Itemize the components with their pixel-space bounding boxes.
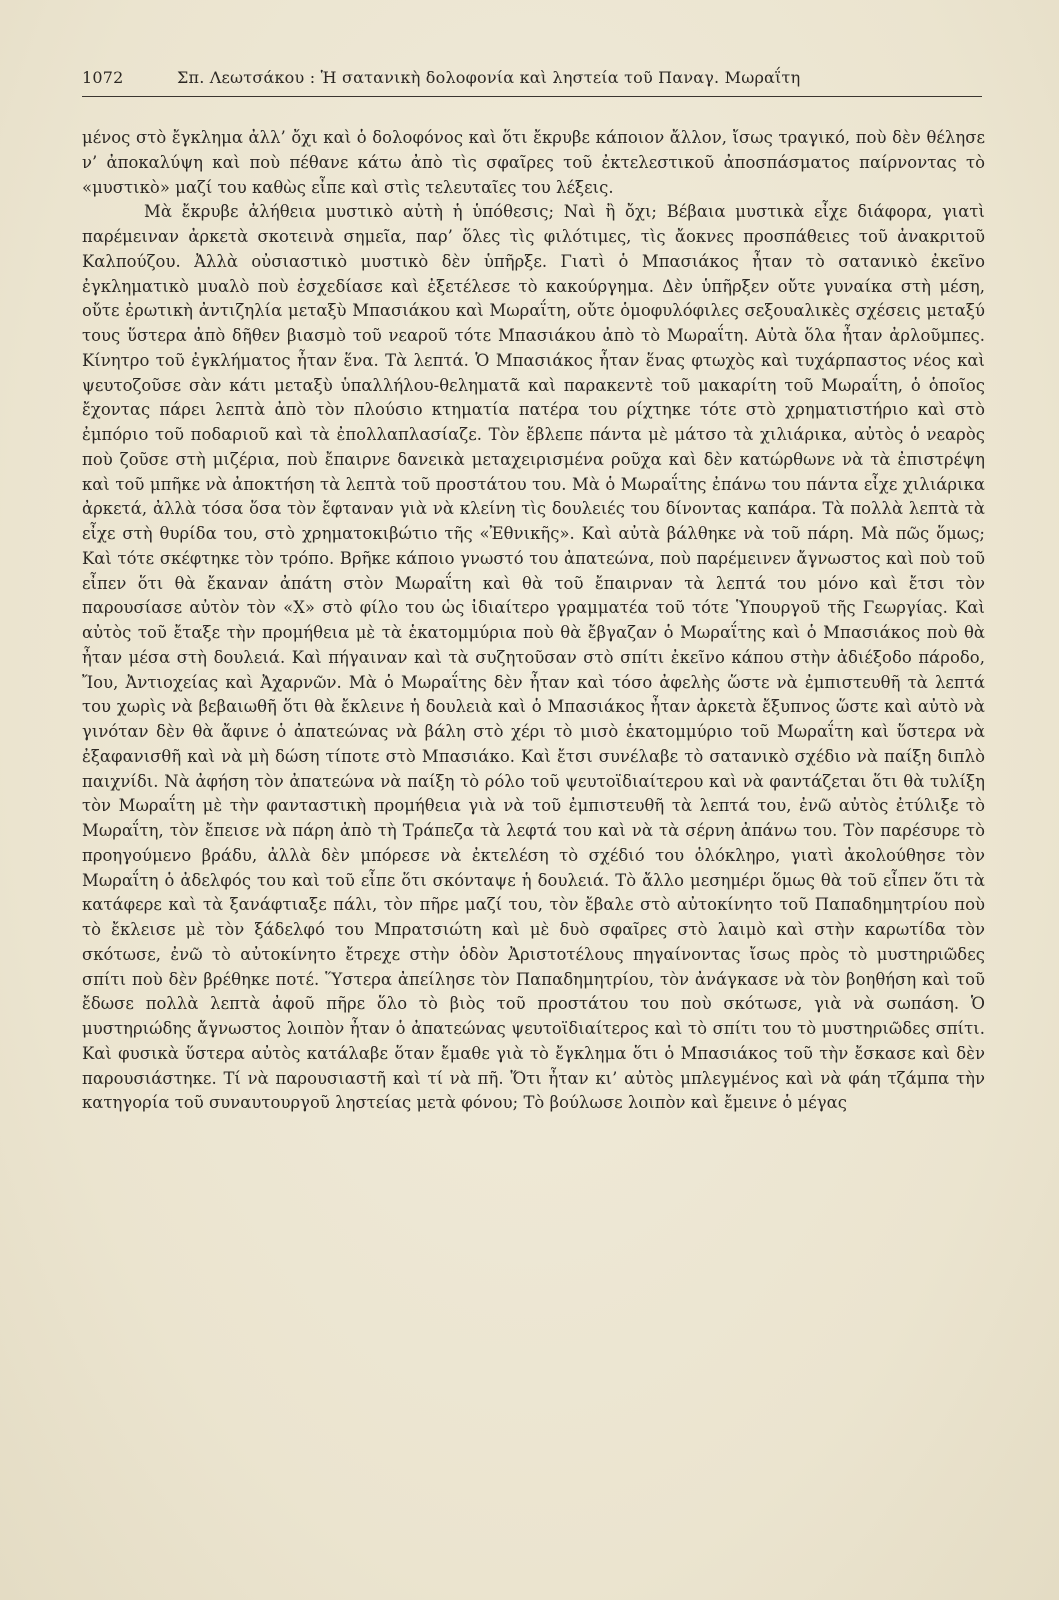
body-text xyxy=(82,126,985,1116)
paragraph-continued: μένος στὸ ἔγκλημα ἀλλ’ ὄχι καὶ ὁ δολοφόνος καὶ ὅτι ἔκρυβε κάποιον ἄλλον, ἴσως τραγικό, ποὺ δὲν θέλησε ν’ ἀποκαλύψη καὶ ποὺ πέθανε κάτω ἀπὸ τὶς σφαῖρες τοῦ ἐκτελεστικοῦ ἀποσπάσματος παίρνοντας τὸ «μυστικὸ» μαζί του καθὼς εἶπε καὶ στὶς τελευταῖες του λέξεις. xyxy=(82,128,985,197)
paragraph: Μὰ ἔκρυβε ἀλήθεια μυστικὸ αὐτὴ ἡ ὑπόθεσις; Ναὶ ἢ ὄχι; Βέβαια μυστικὰ εἶχε διάφορα, γιατὶ παρέμειναν ἀρκετὰ σκοτεινὰ σημεῖα, παρ’ ὅλες τὶς φιλότιμες, τὶς ἄοκνες προσπάθειες τοῦ ἀνακριτοῦ Καλπούζου. Ἀλλὰ οὐσιαστικὸ μυστικὸ δὲν ὑπῆρξε. Γιατὶ ὁ Μπασιάκος ἦταν τὸ σατανικὸ ἐκεῖνο ἐγκληματικὸ μυαλὸ ποὺ ἐσχεδίασε καὶ ἐξετέλεσε τὸ κακούργημα. Δὲν ὑπῆρξεν οὔτε γυναίκα στὴ μέση, οὔτε ἐρωτικὴ ἀντιζηλία μεταξὺ Μπασιάκου καὶ Μωραΐτη, οὔτε ὁμοφυλόφιλες σεξουαλικὲς σχέσεις μεταξύ τους ὕστερα ἀπὸ δῆθεν βιασμὸ τοῦ νεαροῦ τότε Μπασιάκου ἀπὸ τὸ Μωραΐτη. Αὐτὰ ὅλα ἦταν ἀρλοῦμπες. Κίνητρο τοῦ ἐγκλήματος ἦταν ἕνα. Τὰ λεπτά. Ὁ Μπασιάκος ἦταν ἕνας φτωχὸς καὶ τυχάρπαστος νέος καὶ ψευτοζοῦσε σὰν κάτι μεταξὺ ὑπαλλήλου-θεληματᾶ καὶ παρακεντὲ τοῦ μακαρίτη τοῦ Μωραΐτη, ὁ ὁποῖος ἔχοντας πάρει λεπτὰ ἀπὸ τὸν πλούσιο κτηματία πατέρα του ρίχτηκε τότε στὸ χρηματιστήριο καὶ στὸ ἐμπόριο τοῦ ποδαριοῦ καὶ τὰ ἐπολλαπλασίαζε. Τὸν ἔβλεπε πάντα μὲ μάτσο τὰ χιλιάρικα, αὐτὸς ὁ νεαρὸς ποὺ ζοῦσε στὴ μιζέρια, ποὺ ἔπαιρνε δανεικὰ μεταχειρισμένα ροῦχα καὶ δὲν κατώρθωνε νὰ τὰ ἐπιστρέψη καὶ τοῦ μπῆκε νὰ ἀποκτήση τὰ λεπτὰ τοῦ προστάτου του. Μὰ ὁ Μωραΐτης ἐπάνω του πάντα εἶχε χιλιάρικα ἀρκετά, ἀλλὰ τόσα ὅσα τὸν ἔφταναν γιὰ νὰ κλείνη τὶς δουλειές του δίνοντας καπάρα. Τὰ πολλὰ λεπτὰ τὰ εἶχε στὴ θυρίδα του, στὸ χρηματοκιβώτιο τῆς «Ἐθνικῆς». Καὶ αὐτὰ βάλθηκε νὰ τοῦ πάρη. Μὰ πῶς ὅμως; Καὶ τότε σκέφτηκε τὸν τρόπο. Βρῆκε κάποιο γνωστό του ἀπατεώνα, ποὺ παρέμεινεν ἄγνωστος καὶ ποὺ τοῦ εἶπεν ὅτι θὰ ἔκαναν ἀπάτη στὸν Μωραΐτη καὶ θὰ τοῦ ἔπαιρναν τὰ λεπτά του μόνο καὶ ἔτσι τὸν παρουσίασε αὐτὸν τὸν «Χ» στὸ φίλο του ὡς ἰδιαίτερο γραμματέα τοῦ τότε Ὑπουργοῦ τῆς Γεωργίας. Καὶ αὐτὸς τοῦ ἔταξε τὴν προμήθεια μὲ τὰ ἑκατομμύρια ποὺ θὰ ἔβγαζαν ὁ Μωραΐτης καὶ ὁ Μπασιάκος ποὺ θὰ ἦταν μέσα στὴ δουλειά. Καὶ πήγαιναν καὶ τὰ συζητοῦσαν στὸ σπίτι ἐκεῖνο κάπου στὴν ἀδιέξοδο πάροδο, Ἴου, Ἀντιοχείας καὶ Ἀχαρνῶν. Μὰ ὁ Μωραΐτης δὲν ἦταν καὶ τόσο ἀφελὴς ὥστε νὰ ἐμπιστευθῆ τὰ λεπτά του χωρὶς νὰ βεβαιωθῆ ὅτι θὰ ἔκλεινε ἡ δουλειὰ καὶ ὁ Μπασιάκος ἦταν ἀρκετὰ ἔξυπνος ὥστε καὶ αὐτὸ νὰ γινόταν δὲν θὰ ἄφινε ὁ ἀπατεώνας νὰ βάλη στὸ χέρι τὸ μισὸ ἑκατομμύριο τοῦ Μωραΐτη καὶ ὕστερα νὰ ἐξαφανισθῆ καὶ νὰ μὴ δώση τίποτε στὸ Μπασιάκο. Καὶ ἔτσι συνέλαβε τὸ σατανικὸ σχέδιο νὰ παίξη διπλὸ παιχνίδι. Νὰ ἀφήση τὸν ἀπατεώνα νὰ παίξη τὸ ρόλο τοῦ ψευτοϊδιαίτερου καὶ νὰ φαντάζεται ὅτι θὰ τυλίξη τὸν Μωραΐτη μὲ τὴν φανταστικὴ προμήθεια γιὰ νὰ τοῦ ἐμπιστευθῆ τὰ λεπτά του, ἐνῶ αὐτὸς ἐτύλιξε τὸ Μωραΐτη, τὸν ἔπεισε νὰ πάρη ἀπὸ τὴ Τράπεζα τὰ λεφτά του καὶ νὰ τὰ σέρνη ἀπάνω του. Τὸν παρέσυρε τὸ προηγούμενο βράδυ, ἀλλὰ δὲν μπόρεσε νὰ ἐκτελέση τὸ σχέδιό του ὁλόκληρο, γιατὶ ἀκολούθησε τὸν Μωραΐτη ὁ ἀδελφός του καὶ τοῦ εἶπε ὅτι σκόνταψε ἡ δουλειά. Τὸ ἄλλο μεσημέρι ὅμως θὰ τοῦ εἶπεν ὅτι τὰ κατάφερε καὶ τὰ ξανάφτιαξε πάλι, τὸν πῆρε μαζί του, τὸν ἔβαλε στὸ αὐτοκίνητο τοῦ Παπαδημητρίου ποὺ τὸ ἔκλεισε μὲ τὸν ξάδελφό του Μπρατσιώτη καὶ μὲ δυὸ σφαῖρες στὸ λαιμὸ καὶ στὴν καρωτίδα τὸν σκότωσε, ἐνῶ τὸ αὐτοκίνητο ἔτρεχε στὴν ὁδὸν Ἀριστοτέλους πηγαίνοντας ἴσως πρὸς τὸ μυστηριῶδες σπίτι ποὺ δὲν βρέθηκε ποτέ. Ὕστερα ἀπείλησε τὸν Παπαδημητρίου, τὸν ἀνάγκασε νὰ τὸν βοηθήση καὶ τοῦ ἔδωσε πολλὰ λεπτὰ ἀφοῦ πῆρε ὅλο τὸ βιὸς τοῦ προστάτου του ποὺ σκότωσε, γιὰ νὰ σωπάση. Ὁ μυστηριώδης ἄγνωστος λοιπὸν ἦταν ὁ ἀπατεώνας ψευτοϊδιαίτερος καὶ τὸ σπίτι του τὸ μυστηριῶδες σπίτι. Καὶ φυσικὰ ὕστερα αὐτὸς κατάλαβε ὅταν ἔμαθε γιὰ τὸ ἔγκλημα ὅτι ὁ Μπασιάκος τοῦ τὴν ἔσκασε καὶ δὲν παρουσιάστηκε. Τί νὰ παρουσιαστῆ καὶ τί νὰ πῆ. Ὅτι ἦταν κι’ αὐτὸς μπλεγμένος καὶ νὰ φάη τζάμπα τὴν κατηγορία τοῦ συναυτουργοῦ ληστείας μετὰ φόνου; Τὸ βούλωσε λοιπὸν καὶ ἔμεινε ὁ μέγας xyxy=(82,202,985,1113)
header-rule xyxy=(82,96,982,97)
running-title: Σπ. Λεωτσάκου : Ἡ σατανικὴ δολοφονία καὶ ληστεία τοῦ Παναγ. Μωραΐτη xyxy=(177,68,801,87)
page-header xyxy=(82,64,982,94)
page-number: 1072 xyxy=(82,68,124,87)
